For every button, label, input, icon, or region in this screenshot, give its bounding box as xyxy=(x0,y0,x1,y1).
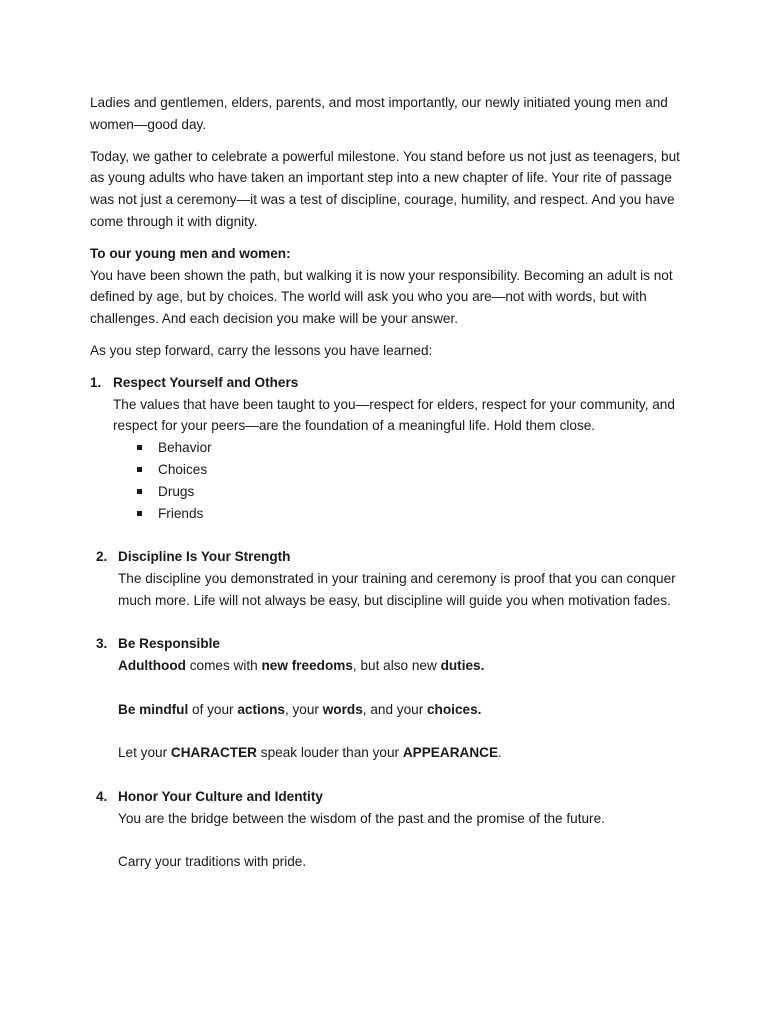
lead-in-paragraph: As you step forward, carry the lessons you have learned: xyxy=(90,342,433,358)
plain-text: Let your xyxy=(118,745,171,761)
new-freedoms-text: new freedoms xyxy=(261,658,353,674)
plain-text: comes with xyxy=(185,658,262,674)
lesson-2-body: The discipline you demonstrated in your training and ceremony is proof that you can conquer much more. Life will not always be easy, but discipline will guide you when motivation fades. xyxy=(118,570,676,608)
address-body: You have been shown the path, but walking it is now your responsibility. Becoming an adult is not defined by age, but by choices. The world will ask you who you are—not with words, but with challenges. And each decision you make will be your answer. xyxy=(90,267,673,327)
adulthood-line xyxy=(118,655,690,677)
bullet-text: Drugs xyxy=(158,483,195,499)
lesson-3 xyxy=(90,633,690,764)
address-heading: To our young men and women: xyxy=(90,245,291,261)
lesson-4 xyxy=(90,786,690,873)
duties-text: duties. xyxy=(440,658,485,674)
address-section xyxy=(90,243,690,330)
square-bullet-icon xyxy=(137,445,142,450)
actions-text: actions xyxy=(237,701,285,717)
lesson-1-bullet-list xyxy=(113,437,690,524)
plain-text: , but also new xyxy=(352,658,441,674)
lesson-1-number: 1. xyxy=(90,374,102,390)
plain-text: , and your xyxy=(362,701,427,717)
lesson-1 xyxy=(90,372,690,525)
plain-text: speak louder than your xyxy=(257,745,403,761)
lesson-1-body: The values that have been taught to you—respect for elders, respect for your community, and respect for your peers—are the foundation of a meaningful life. Hold them close. xyxy=(113,396,675,434)
lesson-2 xyxy=(90,546,690,611)
words-text: words xyxy=(322,701,363,717)
square-bullet-icon xyxy=(137,467,142,472)
square-bullet-icon xyxy=(137,511,142,516)
lesson-2-title: Discipline Is Your Strength xyxy=(118,549,291,565)
lesson-4-title: Honor Your Culture and Identity xyxy=(118,788,323,804)
bullet-text: Choices xyxy=(158,461,208,477)
bridge-line: You are the bridge between the wisdom of the past and the promise of the future. xyxy=(118,810,605,826)
bullet-text: Friends xyxy=(158,505,204,521)
traditions-line: Carry your traditions with pride. xyxy=(118,854,307,870)
appearance-text: APPEARANCE xyxy=(402,745,499,761)
adulthood-text: Adulthood xyxy=(118,658,186,674)
lesson-3-number: 3. xyxy=(96,636,108,652)
plain-text: of your xyxy=(188,701,238,717)
mindful-line xyxy=(118,699,690,721)
lesson-4-number: 4. xyxy=(96,788,108,804)
milestone-paragraph: Today, we gather to celebrate a powerful milestone. You stand before us not just as teenagers, but as young adults who have taken an important step into a new chapter of life. Your rite of passage was not just a ceremony—it was a test of discipline, courage, humility, and respect. And you have come through it with dignity. xyxy=(90,148,680,229)
be-mindful-text: Be mindful xyxy=(118,701,189,717)
square-bullet-icon xyxy=(137,489,142,494)
character-line xyxy=(118,742,690,764)
lesson-3-title: Be Responsible xyxy=(118,636,220,652)
lesson-1-title: Respect Yourself and Others xyxy=(113,374,299,390)
bullet-text: Behavior xyxy=(158,440,212,456)
lesson-2-number: 2. xyxy=(96,549,108,565)
greeting-paragraph: Ladies and gentlemen, elders, parents, and most importantly, our newly initiated young men and women—good day. xyxy=(90,95,668,132)
character-text: CHARACTER xyxy=(170,745,257,761)
plain-text: , your xyxy=(284,701,323,717)
plain-text: . xyxy=(498,745,502,761)
list-item xyxy=(113,481,690,503)
document-page xyxy=(90,92,690,873)
list-item xyxy=(113,459,690,481)
list-item xyxy=(113,437,690,459)
list-item xyxy=(113,503,690,525)
choices-text: choices. xyxy=(427,701,482,717)
